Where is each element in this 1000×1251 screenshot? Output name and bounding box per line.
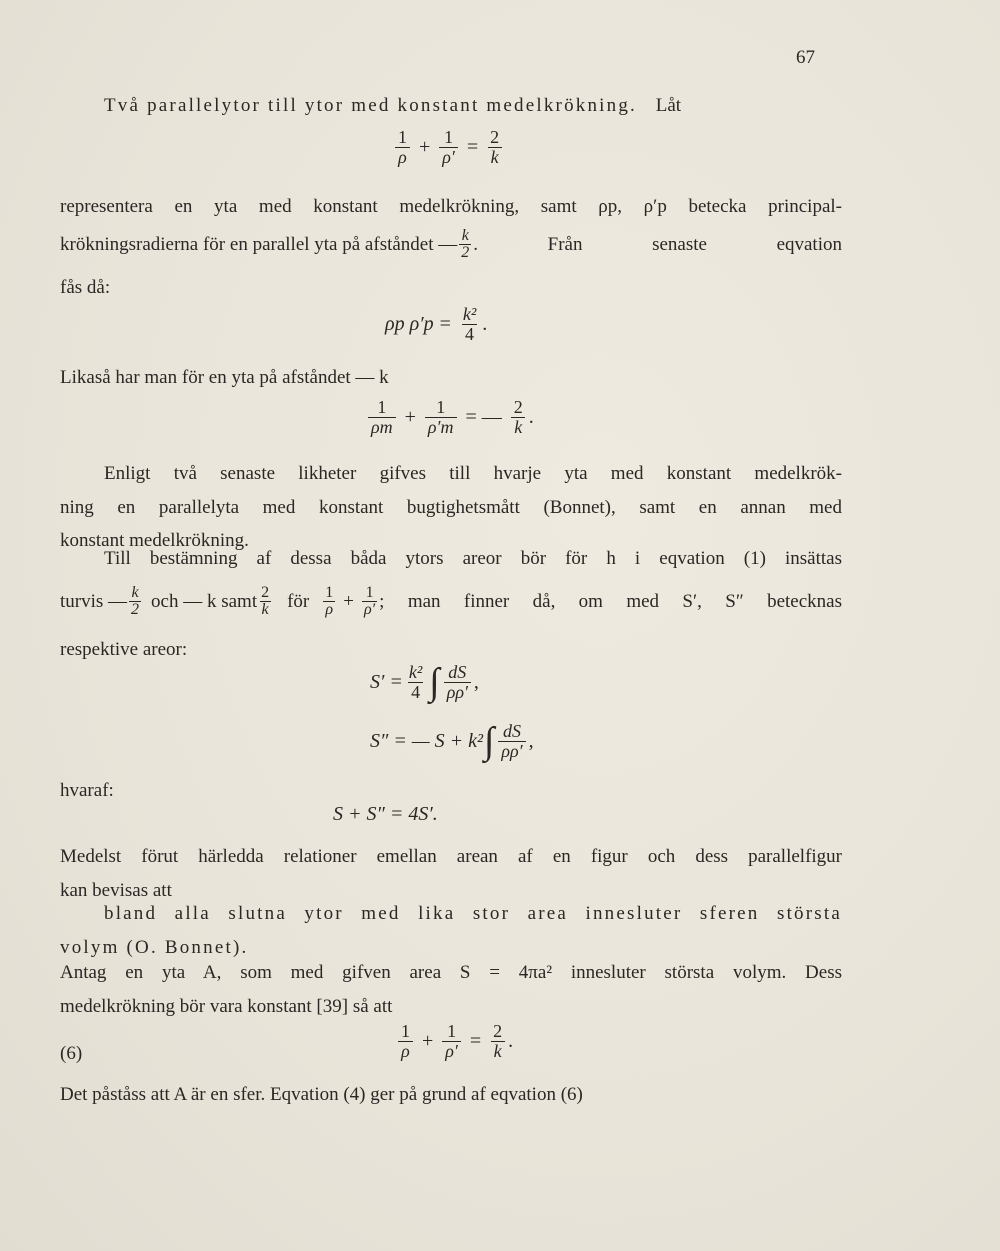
- paragraph-6-line-1: Antag en yta A, som med gifven area S = 4πa² innesluter största volym. Dess: [60, 962, 842, 983]
- theorem-line-1: bland alla slutna ytor med lika stor area innesluter sferen största: [104, 903, 842, 924]
- hvaraf-label: hvaraf:: [60, 780, 114, 801]
- equation-d: S′ = $\frac{\text{k²}}{4}$ ∫ $\frac{dS}{\rho\rho'}$ ,: [370, 661, 479, 704]
- paragraph-1-line-3: fås då:: [60, 277, 111, 298]
- paragraph-1-line-2: [60, 228, 842, 261]
- paragraph-7-line-1: Det påståss att A är en sfer. Eqvation (4) ger på grund af eqvation (6): [60, 1084, 583, 1105]
- equation-number-6: (6): [60, 1043, 83, 1064]
- equation-f: S + S″ = 4S′.: [333, 803, 438, 825]
- paragraph-4-line-1: Till bestämning af dessa båda ytors areor bör för h i eqvation (1) insättas: [104, 548, 842, 569]
- theorem-line-2: volym (O. Bonnet).: [60, 937, 249, 958]
- paragraph-2-line-1: Likaså har man för en yta på afståndet — k: [60, 367, 389, 388]
- heading-line: [104, 94, 854, 118]
- paragraph-1-line-1: representera en yta med konstant medelkrökning, samt ρp, ρ′p betecka principal-: [60, 196, 842, 217]
- paragraph-6-line-2: medelkrökning bör vara konstant [39] så att: [60, 996, 393, 1017]
- paragraph-5-line-2: kan bevisas att: [60, 880, 172, 901]
- section-title: Två parallelytor till ytor med konstant medelkrökning.: [104, 95, 638, 116]
- paragraph-4-line-2: turvis — $\frac{k}{2}$ och — k samt $\frac{2}{k}$ för $\frac{1}{\rho}$ + $\frac{1}{\rho'}$ ; man finner då, om med S′, S″ betecknas: [60, 584, 842, 618]
- equation-a: $\frac{1}{\rho}$ + $\frac{1}{\rho'}$ = $\frac{2}{k}$: [392, 128, 505, 167]
- page-number: 67: [796, 47, 815, 68]
- k-over-2-fraction: $\frac{k}{2}$: [461, 227, 470, 261]
- paragraph-3-line-2: ning en parallelyta med konstant bugtighetsmått (Bonnet), samt en annan med: [60, 497, 842, 518]
- paragraph-3-line-3: konstant medelkrökning.: [60, 530, 249, 551]
- equation-e: S″ = — S + k² ∫ $\frac{dS}{\rho\rho'}$ ,: [370, 720, 534, 763]
- equation-g: $\frac{1}{\rho}$ + $\frac{1}{\rho'}$ = $\frac{2}{k}$ .: [395, 1022, 513, 1061]
- paragraph-3-line-1: Enligt två senaste likheter gifves till hvarje yta med konstant medelkrök-: [104, 463, 842, 484]
- equation-b: ρp ρ′p = $\frac{\text{k²}}{4}$ .: [385, 304, 488, 344]
- heading-lat: Låt: [655, 95, 682, 116]
- equation-c: $\frac{1}{\rho m}$ + $\frac{1}{\rho'm}$ = — $\frac{2}{k}$ .: [365, 398, 534, 437]
- paragraph-4-line-3: respektive areor:: [60, 639, 188, 660]
- paragraph-5-line-1: Medelst förut härledda relationer emellan arean af en figur och dess parallelfigur: [60, 846, 842, 867]
- p1-line2-text-a: krökningsradierna för en parallel yta på afståndet —: [60, 233, 458, 255]
- p1-line2-text-b: . Från senaste eqvation: [473, 233, 842, 255]
